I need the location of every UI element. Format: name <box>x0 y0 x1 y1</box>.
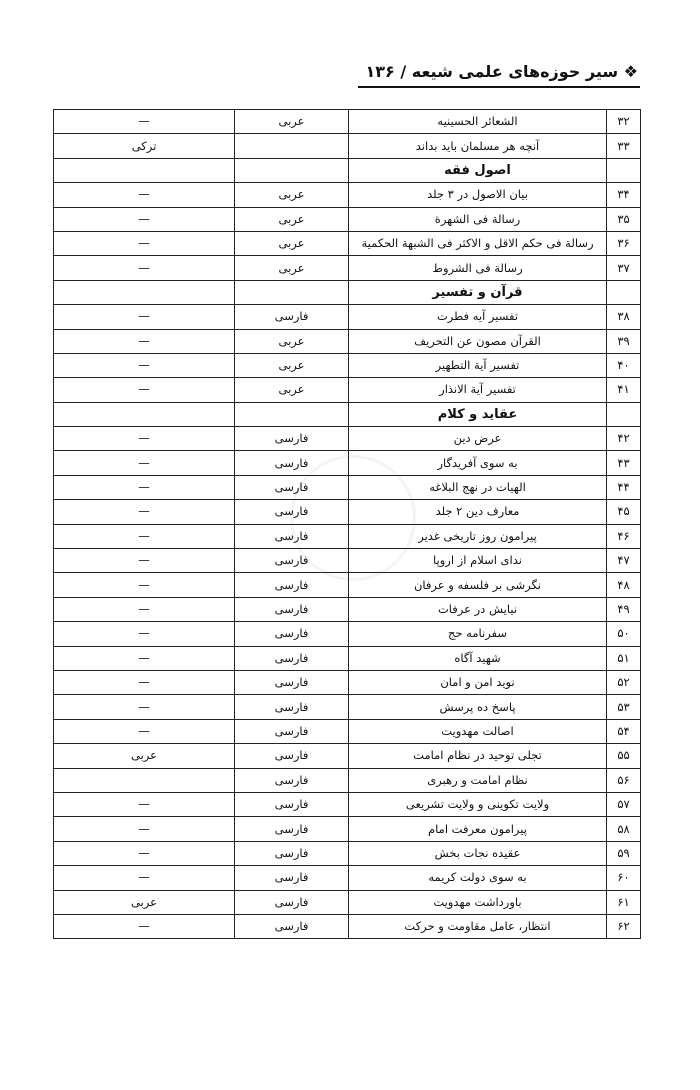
row-translation: — <box>54 817 235 841</box>
row-language: فارسی <box>235 451 349 475</box>
row-language: فارسی <box>235 768 349 792</box>
table-row <box>54 768 641 792</box>
row-translation: — <box>54 573 235 597</box>
row-translation: — <box>54 305 235 329</box>
row-translation: — <box>54 597 235 621</box>
row-translation: ترکی <box>54 134 235 158</box>
row-number: ۳۹ <box>607 329 641 353</box>
row-translation: — <box>54 719 235 743</box>
row-title: بیان الاصول در ۳ جلد <box>349 183 607 207</box>
row-number: ۵۴ <box>607 719 641 743</box>
row-title: الشعائر الحسینیه <box>349 110 607 134</box>
row-translation: — <box>54 353 235 377</box>
row-translation: — <box>54 427 235 451</box>
row-number: ۵۲ <box>607 670 641 694</box>
row-title: پیرامون روز تاریخی غدیر <box>349 524 607 548</box>
table-row <box>54 134 641 158</box>
row-number: ۵۰ <box>607 622 641 646</box>
row-language: فارسی <box>235 549 349 573</box>
table-row <box>54 866 641 890</box>
row-number: ۴۲ <box>607 427 641 451</box>
table-row <box>54 524 641 548</box>
row-translation: — <box>54 866 235 890</box>
row-language: فارسی <box>235 841 349 865</box>
row-translation: عربی <box>54 744 235 768</box>
row-language: فارسی <box>235 305 349 329</box>
table-row <box>54 451 641 475</box>
row-translation <box>54 768 235 792</box>
table-row <box>54 744 641 768</box>
row-translation: — <box>54 914 235 938</box>
row-title: اصالت مهدویت <box>349 719 607 743</box>
table-row <box>54 207 641 231</box>
table-row <box>54 231 641 255</box>
row-translation: — <box>54 256 235 280</box>
row-language: فارسی <box>235 475 349 499</box>
row-number: ۵۸ <box>607 817 641 841</box>
section-row <box>54 402 641 426</box>
row-translation <box>54 280 235 304</box>
row-translation: عربی <box>54 890 235 914</box>
row-number: ۴۶ <box>607 524 641 548</box>
table-row <box>54 549 641 573</box>
row-title: انتظار، عامل مقاومت و حرکت <box>349 914 607 938</box>
table-row <box>54 110 641 134</box>
row-number: ۳۷ <box>607 256 641 280</box>
row-language: عربی <box>235 231 349 255</box>
row-title: به سوی دولت کریمه <box>349 866 607 890</box>
row-number: ۳۲ <box>607 110 641 134</box>
row-title: القرآن مصون عن التحریف <box>349 329 607 353</box>
row-language: فارسی <box>235 744 349 768</box>
row-translation: — <box>54 841 235 865</box>
row-translation: — <box>54 524 235 548</box>
table-row <box>54 597 641 621</box>
table-row <box>54 670 641 694</box>
row-title: نوید امن و امان <box>349 670 607 694</box>
row-translation <box>54 158 235 182</box>
row-translation: — <box>54 622 235 646</box>
row-language: عربی <box>235 256 349 280</box>
row-number: ۴۷ <box>607 549 641 573</box>
row-number: ۵۱ <box>607 646 641 670</box>
row-number <box>607 402 641 426</box>
row-title: ولایت تکوینی و ولایت تشریعی <box>349 792 607 816</box>
row-number: ۵۵ <box>607 744 641 768</box>
row-language: فارسی <box>235 719 349 743</box>
table-row <box>54 719 641 743</box>
row-title: نگرشی بر فلسفه و عرفان <box>349 573 607 597</box>
row-language: فارسی <box>235 500 349 524</box>
header-rule <box>358 86 640 88</box>
row-language: عربی <box>235 110 349 134</box>
row-title: رسالة فی حکم الاقل و الاکثر فی الشبهة الحکمیة <box>349 231 607 255</box>
row-title: باورداشت مهدویت <box>349 890 607 914</box>
table-row <box>54 500 641 524</box>
row-number: ۴۳ <box>607 451 641 475</box>
row-language: فارسی <box>235 914 349 938</box>
table-row <box>54 427 641 451</box>
row-number: ۴۴ <box>607 475 641 499</box>
row-number: ۴۱ <box>607 378 641 402</box>
row-language: فارسی <box>235 427 349 451</box>
table-row <box>54 914 641 938</box>
row-number: ۴۵ <box>607 500 641 524</box>
table-row <box>54 475 641 499</box>
row-number: ۳۵ <box>607 207 641 231</box>
row-title: تفسیر آیة الانذار <box>349 378 607 402</box>
row-language: فارسی <box>235 524 349 548</box>
row-title: عقاید و کلام <box>349 402 607 426</box>
row-number: ۴۸ <box>607 573 641 597</box>
table-row <box>54 573 641 597</box>
row-title: تجلی توحید در نظام امامت <box>349 744 607 768</box>
row-number: ۶۱ <box>607 890 641 914</box>
row-number <box>607 158 641 182</box>
row-translation: — <box>54 207 235 231</box>
row-language: فارسی <box>235 670 349 694</box>
row-language <box>235 280 349 304</box>
row-translation: — <box>54 475 235 499</box>
row-title: پاسخ ده پرسش <box>349 695 607 719</box>
table-row <box>54 646 641 670</box>
row-language <box>235 158 349 182</box>
row-translation: — <box>54 231 235 255</box>
row-title: سفرنامه حج <box>349 622 607 646</box>
row-title: آنچه هر مسلمان باید بداند <box>349 134 607 158</box>
row-number: ۶۰ <box>607 866 641 890</box>
table-row <box>54 695 641 719</box>
row-language: فارسی <box>235 695 349 719</box>
row-title: عرض دین <box>349 427 607 451</box>
row-number: ۶۲ <box>607 914 641 938</box>
table-row <box>54 329 641 353</box>
row-translation <box>54 402 235 426</box>
page-header-title: ❖ سیر حوزه‌های علمی شیعه / ۱۳۶ <box>365 62 638 81</box>
row-language: فارسی <box>235 597 349 621</box>
row-title: شهید آگاه <box>349 646 607 670</box>
section-row <box>54 158 641 182</box>
table-row <box>54 841 641 865</box>
row-language: عربی <box>235 329 349 353</box>
row-language: فارسی <box>235 817 349 841</box>
row-number: ۵۳ <box>607 695 641 719</box>
row-title: معارف دین ۲ جلد <box>349 500 607 524</box>
row-translation: — <box>54 549 235 573</box>
row-number: ۳۶ <box>607 231 641 255</box>
row-title: رسالة فی الشهرة <box>349 207 607 231</box>
table-row <box>54 353 641 377</box>
table-row <box>54 890 641 914</box>
row-translation: — <box>54 646 235 670</box>
row-language: عربی <box>235 207 349 231</box>
row-title: تفسیر آیه فطرت <box>349 305 607 329</box>
row-translation: — <box>54 378 235 402</box>
table-row <box>54 378 641 402</box>
row-language: عربی <box>235 378 349 402</box>
section-row <box>54 280 641 304</box>
row-language: عربی <box>235 353 349 377</box>
row-translation: — <box>54 792 235 816</box>
row-translation: — <box>54 500 235 524</box>
table-row <box>54 792 641 816</box>
row-number: ۵۷ <box>607 792 641 816</box>
row-translation: — <box>54 110 235 134</box>
row-language: عربی <box>235 183 349 207</box>
row-title: ندای اسلام از اروپا <box>349 549 607 573</box>
table-row <box>54 183 641 207</box>
row-number: ۵۹ <box>607 841 641 865</box>
row-language <box>235 402 349 426</box>
row-translation: — <box>54 451 235 475</box>
row-translation: — <box>54 670 235 694</box>
row-language: فارسی <box>235 573 349 597</box>
row-title: عقیده نجات بخش <box>349 841 607 865</box>
row-title: الهیات در نهج البلاغه <box>349 475 607 499</box>
row-language: فارسی <box>235 890 349 914</box>
row-number: ۳۴ <box>607 183 641 207</box>
table-row <box>54 622 641 646</box>
row-title: رسالة فی الشروط <box>349 256 607 280</box>
row-title: اصول فقه <box>349 158 607 182</box>
row-title: نظام امامت و رهبری <box>349 768 607 792</box>
row-language: فارسی <box>235 866 349 890</box>
table-row <box>54 305 641 329</box>
works-table-body <box>54 110 641 939</box>
row-number <box>607 280 641 304</box>
row-title: تفسیر آیة التطهیر <box>349 353 607 377</box>
row-number: ۵۶ <box>607 768 641 792</box>
row-title: قرآن و تفسیر <box>349 280 607 304</box>
row-language: فارسی <box>235 646 349 670</box>
row-translation: — <box>54 695 235 719</box>
row-language: فارسی <box>235 622 349 646</box>
row-title: نیایش در عرفات <box>349 597 607 621</box>
row-title: به سوی آفریدگار <box>349 451 607 475</box>
row-translation: — <box>54 329 235 353</box>
row-title: پیرامون معرفت امام <box>349 817 607 841</box>
row-translation: — <box>54 183 235 207</box>
row-number: ۴۰ <box>607 353 641 377</box>
row-language <box>235 134 349 158</box>
row-number: ۴۹ <box>607 597 641 621</box>
row-language: فارسی <box>235 792 349 816</box>
row-number: ۳۳ <box>607 134 641 158</box>
row-number: ۳۸ <box>607 305 641 329</box>
works-table <box>53 109 641 939</box>
table-row <box>54 256 641 280</box>
table-row <box>54 817 641 841</box>
